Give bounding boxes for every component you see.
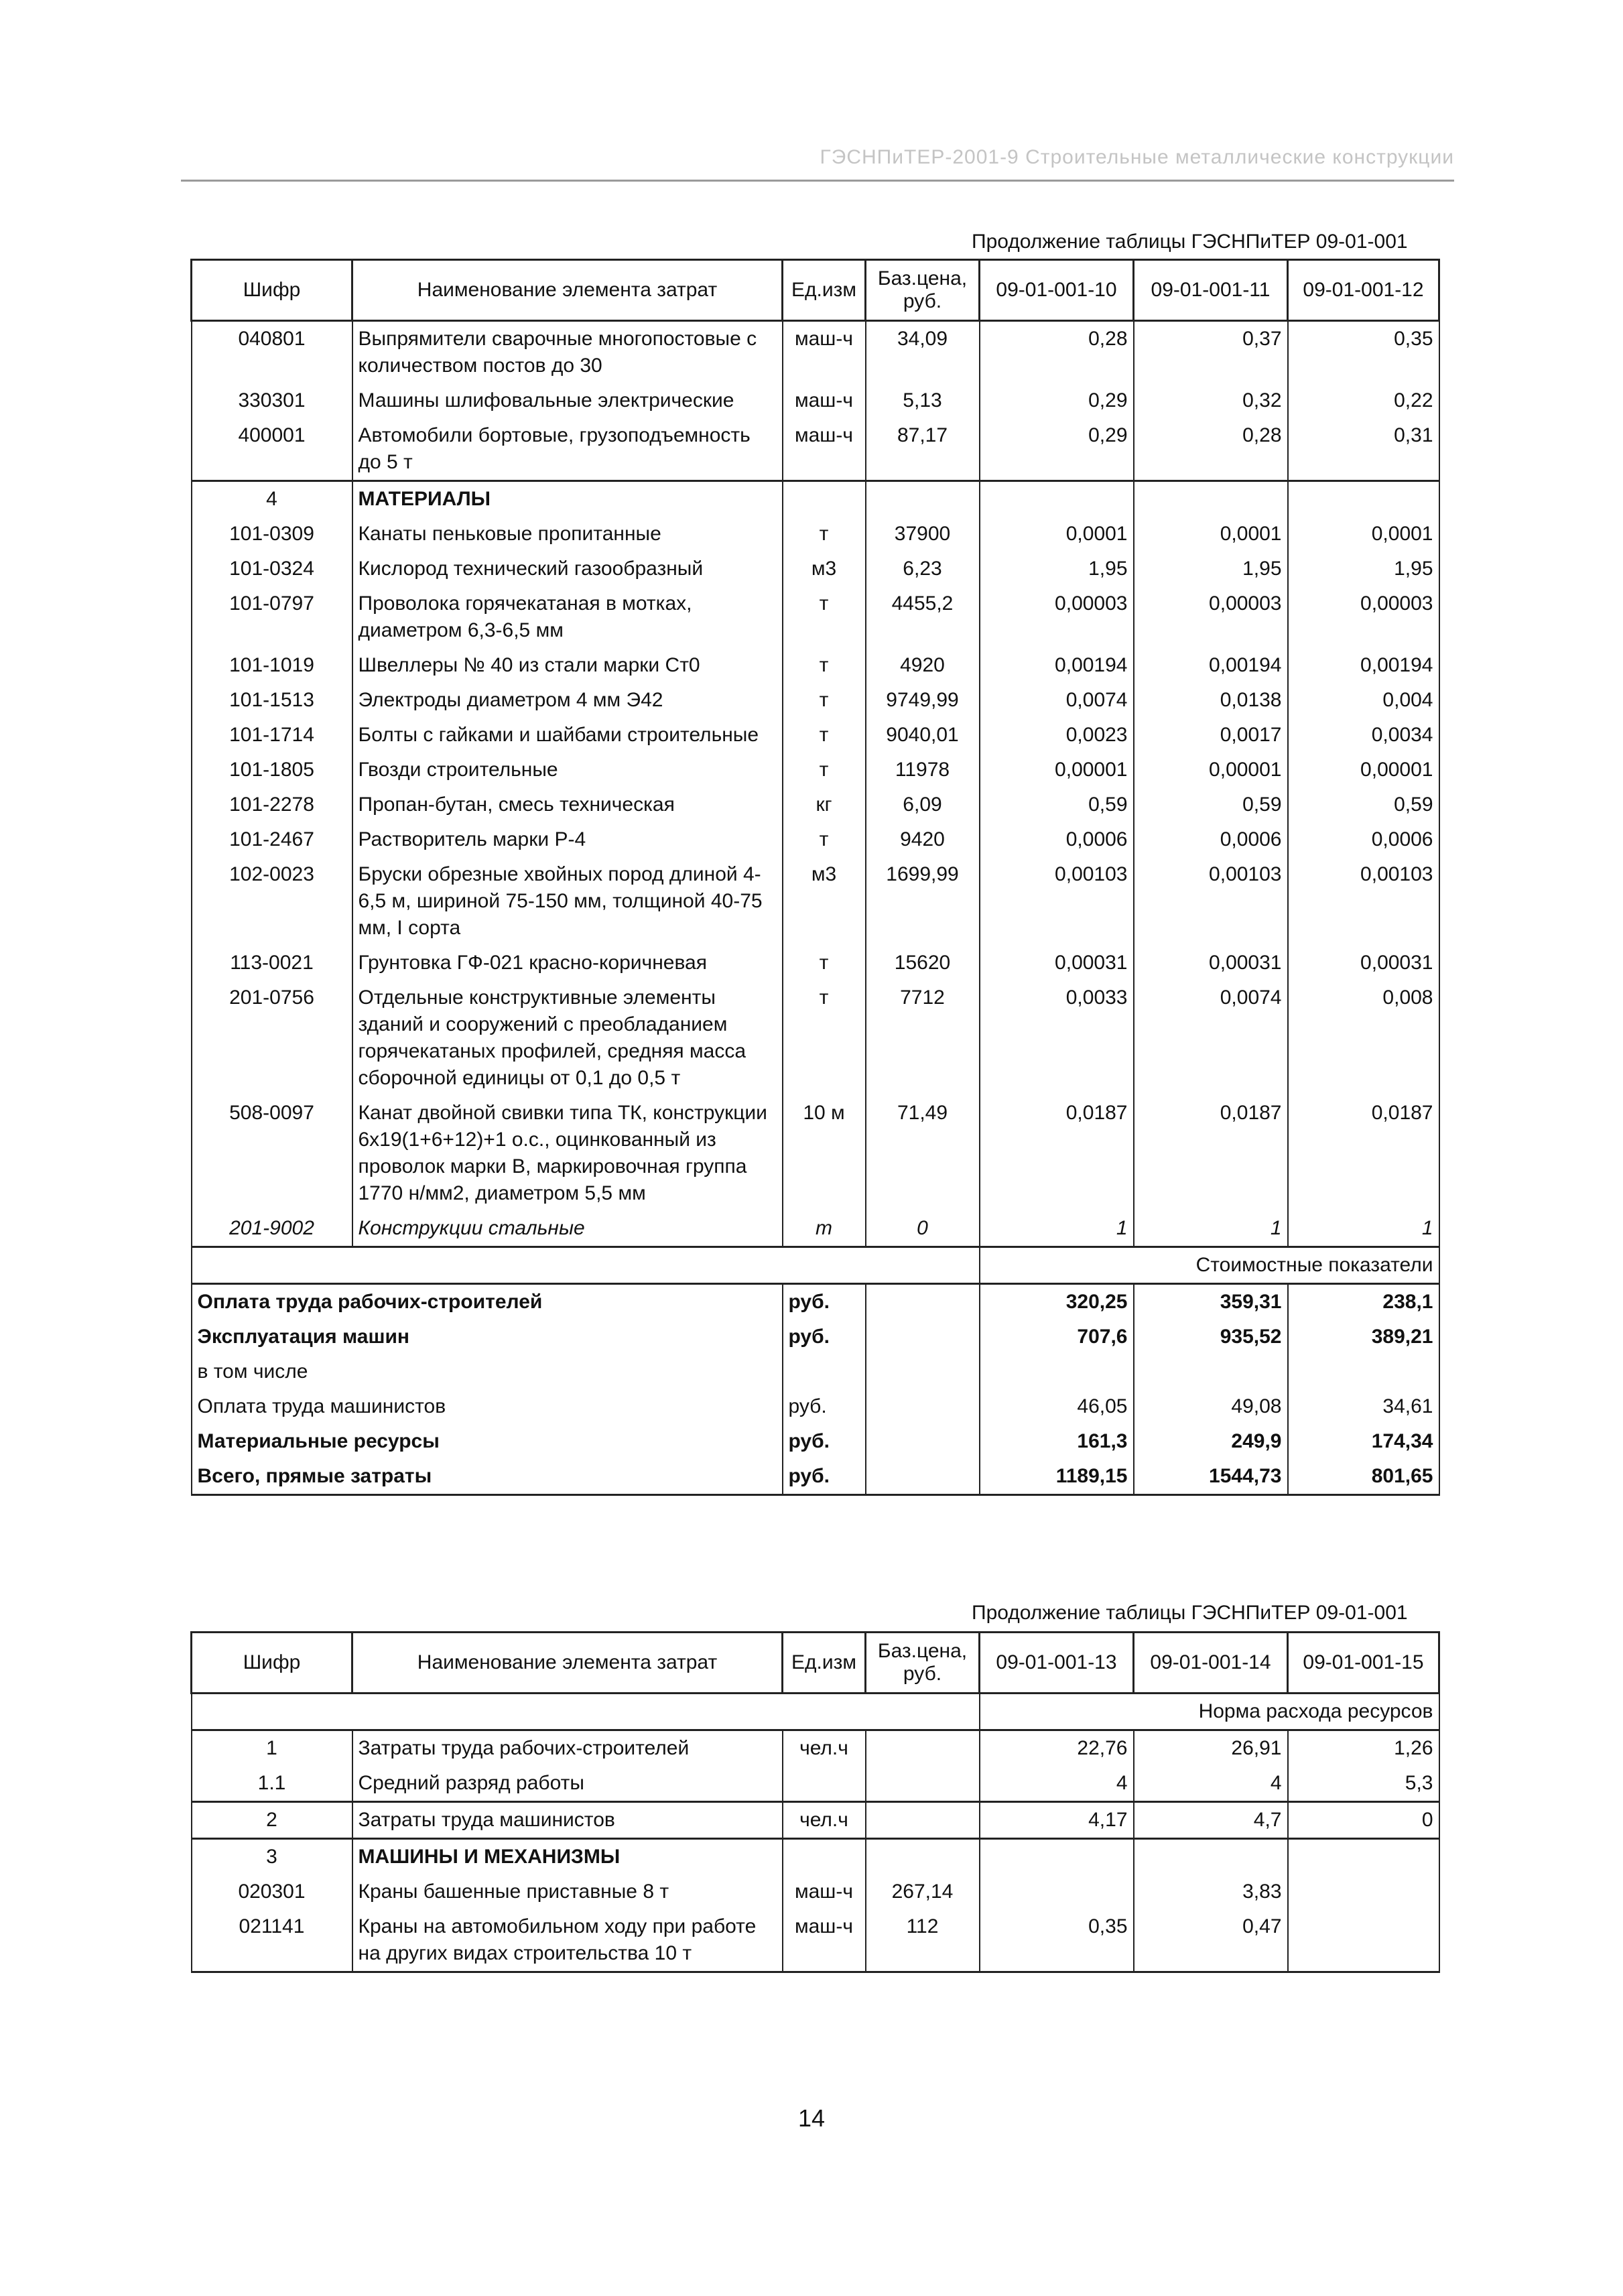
- empty-cell: [1288, 481, 1439, 517]
- cost-name: Эксплуатация машин: [192, 1320, 783, 1354]
- cell-unit: кг: [783, 787, 866, 822]
- cell-name: Проволока горячекатаная в мотках, диаметром 6,3-6,5 мм: [352, 586, 783, 648]
- cell-unit: [783, 1766, 866, 1802]
- cell-value-3: 1: [1288, 1211, 1439, 1247]
- table-row: [192, 946, 1439, 980]
- empty-cell: [866, 481, 980, 517]
- cell-value-1: 0,59: [980, 787, 1134, 822]
- cell-value-1: 0,0023: [980, 718, 1134, 753]
- cell-unit: т: [783, 1211, 866, 1247]
- empty-cell: [866, 1320, 980, 1354]
- cell-value-3: 0,00103: [1288, 857, 1439, 946]
- table-row: [192, 1874, 1439, 1909]
- section-code: 3: [192, 1839, 352, 1875]
- cost-name: Оплата труда рабочих-строителей: [192, 1284, 783, 1320]
- cost-value-2: 49,08: [1134, 1389, 1288, 1424]
- cell-price: 5,13: [866, 383, 980, 418]
- cell-code: 101-0309: [192, 517, 352, 552]
- cell-price: [866, 1802, 980, 1839]
- cell-price: 9749,99: [866, 683, 980, 718]
- cell-value-2: 0,0001: [1134, 517, 1288, 552]
- cell-name: Растворитель марки Р-4: [352, 822, 783, 857]
- section-code: 4: [192, 481, 352, 517]
- cell-code: 101-2467: [192, 822, 352, 857]
- cell-value-1: 22,76: [980, 1730, 1134, 1767]
- cell-unit: т: [783, 517, 866, 552]
- cell-name: Болты с гайками и шайбами строительные: [352, 718, 783, 753]
- cell-value-1: 4,17: [980, 1802, 1134, 1839]
- table-row: [192, 718, 1439, 753]
- cost-value-2: [1134, 1354, 1288, 1389]
- cell-value-1: 0,00003: [980, 586, 1134, 648]
- cell-unit: т: [783, 586, 866, 648]
- cell-value-1: 0,0033: [980, 980, 1134, 1096]
- cost-row: [192, 1284, 1439, 1320]
- cell-value-1: 0,0074: [980, 683, 1134, 718]
- cell-unit: т: [783, 822, 866, 857]
- cell-value-3: 0,59: [1288, 787, 1439, 822]
- empty-cell: [866, 1459, 980, 1495]
- cost-name: Материальные ресурсы: [192, 1424, 783, 1459]
- cell-name: Пропан-бутан, смесь техническая: [352, 787, 783, 822]
- cell-value-3: 1,26: [1288, 1730, 1439, 1767]
- table-row: [192, 552, 1439, 586]
- col-unit: Ед.изм: [783, 260, 866, 321]
- cell-unit: т: [783, 753, 866, 787]
- col-item-13: 09-01-001-13: [980, 1633, 1134, 1694]
- col-code: Шифр: [192, 260, 352, 321]
- cell-value-1: 4: [980, 1766, 1134, 1802]
- cell-name: Конструкции стальные: [352, 1211, 783, 1247]
- cell-code: 101-1513: [192, 683, 352, 718]
- cell-unit: т: [783, 718, 866, 753]
- cell-value-1: 0,29: [980, 383, 1134, 418]
- table-row: [192, 1730, 1439, 1767]
- section-title: МАШИНЫ И МЕХАНИЗМЫ: [352, 1839, 783, 1875]
- section-row: [192, 481, 1439, 517]
- cost-value-2: 359,31: [1134, 1284, 1288, 1320]
- cell-value-2: 26,91: [1134, 1730, 1288, 1767]
- cell-value-3: 0,008: [1288, 980, 1439, 1096]
- col-item-15: 09-01-001-15: [1288, 1633, 1439, 1694]
- cell-name: Грунтовка ГФ-021 красно-коричневая: [352, 946, 783, 980]
- cell-price: 15620: [866, 946, 980, 980]
- cell-code: 400001: [192, 418, 352, 481]
- cell-name: Средний разряд работы: [352, 1766, 783, 1802]
- table-row: [192, 418, 1439, 481]
- cell-name: Затраты труда машинистов: [352, 1802, 783, 1839]
- cell-unit: м3: [783, 857, 866, 946]
- table2-header-row: [192, 1633, 1439, 1694]
- cell-code: 020301: [192, 1874, 352, 1909]
- empty-cell: [866, 1389, 980, 1424]
- cost-value-3: 238,1: [1288, 1284, 1439, 1320]
- cell-value-1: 1,95: [980, 552, 1134, 586]
- cell-code: 040801: [192, 321, 352, 384]
- cell-price: 0: [866, 1211, 980, 1247]
- cost-value-2: 249,9: [1134, 1424, 1288, 1459]
- cell-value-2: 0,00103: [1134, 857, 1288, 946]
- cell-price: 87,17: [866, 418, 980, 481]
- table-row: [192, 980, 1439, 1096]
- table-row: [192, 787, 1439, 822]
- cell-value-2: 0,59: [1134, 787, 1288, 822]
- cost-name: в том числе: [192, 1354, 783, 1389]
- cell-value-2: 0,0138: [1134, 683, 1288, 718]
- section-title: МАТЕРИАЛЫ: [352, 481, 783, 517]
- cell-code: 201-9002: [192, 1211, 352, 1247]
- cost-header-row: [192, 1247, 1439, 1284]
- cell-code: 101-0324: [192, 552, 352, 586]
- cell-value-3: 0,35: [1288, 321, 1439, 384]
- table-row: [192, 822, 1439, 857]
- cell-code: 330301: [192, 383, 352, 418]
- cell-price: 9040,01: [866, 718, 980, 753]
- cost-unit: [783, 1354, 866, 1389]
- empty-cell: [980, 1839, 1134, 1875]
- cell-price: 9420: [866, 822, 980, 857]
- page-number: 14: [797, 2104, 826, 2132]
- cell-name: Краны на автомобильном ходу при работе на других видах строительства 10 т: [352, 1909, 783, 1972]
- cell-unit: маш-ч: [783, 1874, 866, 1909]
- cell-value-2: 0,00031: [1134, 946, 1288, 980]
- cost-value-3: 174,34: [1288, 1424, 1439, 1459]
- col-item-10: 09-01-001-10: [980, 260, 1134, 321]
- cost-unit: руб.: [783, 1424, 866, 1459]
- cell-value-3: 5,3: [1288, 1766, 1439, 1802]
- cell-value-3: 0,0006: [1288, 822, 1439, 857]
- col-name: Наименование элемента затрат: [352, 1633, 783, 1694]
- empty-cell: [192, 1694, 980, 1730]
- cell-name: Машины шлифовальные электрические: [352, 383, 783, 418]
- table-row: [192, 648, 1439, 683]
- table-row: [192, 753, 1439, 787]
- cost-value-2: 1544,73: [1134, 1459, 1288, 1495]
- cell-value-1: 0,00031: [980, 946, 1134, 980]
- norm-header-row: [192, 1694, 1439, 1730]
- cell-code: 1: [192, 1730, 352, 1767]
- table-row: [192, 586, 1439, 648]
- cell-code: 508-0097: [192, 1096, 352, 1211]
- empty-cell: [192, 1247, 980, 1284]
- cell-price: [866, 1730, 980, 1767]
- cell-unit: маш-ч: [783, 321, 866, 384]
- col-item-11: 09-01-001-11: [1134, 260, 1288, 321]
- col-item-14: 09-01-001-14: [1134, 1633, 1288, 1694]
- cell-value-3: 0,00001: [1288, 753, 1439, 787]
- cell-code: 113-0021: [192, 946, 352, 980]
- cell-value-1: 0,0001: [980, 517, 1134, 552]
- cell-price: 37900: [866, 517, 980, 552]
- cell-value-3: 0: [1288, 1802, 1439, 1839]
- table-row: [192, 321, 1439, 384]
- cell-unit: т: [783, 683, 866, 718]
- cell-price: [866, 1766, 980, 1802]
- cost-row: [192, 1320, 1439, 1354]
- col-price: Баз.цена, руб.: [866, 1633, 980, 1694]
- cost-unit: руб.: [783, 1389, 866, 1424]
- cell-value-2: 0,47: [1134, 1909, 1288, 1972]
- cost-unit: руб.: [783, 1284, 866, 1320]
- cell-value-3: 0,22: [1288, 383, 1439, 418]
- cell-value-2: 0,37: [1134, 321, 1288, 384]
- cell-code: 021141: [192, 1909, 352, 1972]
- cell-price: 34,09: [866, 321, 980, 384]
- cell-value-2: 4: [1134, 1766, 1288, 1802]
- cell-value-3: 0,0034: [1288, 718, 1439, 753]
- empty-cell: [866, 1424, 980, 1459]
- cost-value-3: 34,61: [1288, 1389, 1439, 1424]
- cell-value-2: 0,00194: [1134, 648, 1288, 683]
- cell-price: 112: [866, 1909, 980, 1972]
- table-row: [192, 1802, 1439, 1839]
- cell-value-1: 0,00001: [980, 753, 1134, 787]
- section-row: [192, 1839, 1439, 1875]
- cell-name: Выпрямители сварочные многопостовые с количеством постов до 30: [352, 321, 783, 384]
- cost-value-1: [980, 1354, 1134, 1389]
- table-row: [192, 1096, 1439, 1211]
- cell-value-3: [1288, 1909, 1439, 1972]
- cell-code: 101-1019: [192, 648, 352, 683]
- cell-value-3: 0,0187: [1288, 1096, 1439, 1211]
- cell-price: 6,23: [866, 552, 980, 586]
- cost-row: [192, 1389, 1439, 1424]
- cell-price: 4920: [866, 648, 980, 683]
- cost-value-1: 320,25: [980, 1284, 1134, 1320]
- cost-value-3: 801,65: [1288, 1459, 1439, 1495]
- cell-name: Автомобили бортовые, грузоподъемность до 5 т: [352, 418, 783, 481]
- cell-value-1: 0,00194: [980, 648, 1134, 683]
- cell-code: 101-2278: [192, 787, 352, 822]
- cell-value-3: 0,00194: [1288, 648, 1439, 683]
- cell-code: 201-0756: [192, 980, 352, 1096]
- cell-value-1: 0,0187: [980, 1096, 1134, 1211]
- empty-cell: [1134, 481, 1288, 517]
- norm-header: Норма расхода ресурсов: [980, 1694, 1439, 1730]
- cell-unit: чел.ч: [783, 1802, 866, 1839]
- resource-table-1: [190, 259, 1440, 1496]
- cell-price: 71,49: [866, 1096, 980, 1211]
- cell-value-2: 1: [1134, 1211, 1288, 1247]
- cost-row: [192, 1354, 1439, 1389]
- cell-value-3: [1288, 1874, 1439, 1909]
- cost-header: Стоимостные показатели: [980, 1247, 1439, 1284]
- cell-code: 102-0023: [192, 857, 352, 946]
- cell-price: 4455,2: [866, 586, 980, 648]
- cost-unit: руб.: [783, 1459, 866, 1495]
- cell-value-1: 0,00103: [980, 857, 1134, 946]
- cost-row: [192, 1424, 1439, 1459]
- empty-cell: [866, 1354, 980, 1389]
- steel-row: [192, 1211, 1439, 1247]
- cost-row: [192, 1459, 1439, 1495]
- cell-code: 2: [192, 1802, 352, 1839]
- table-row: [192, 1766, 1439, 1802]
- cell-name: Кислород технический газообразный: [352, 552, 783, 586]
- cell-value-2: 0,0187: [1134, 1096, 1288, 1211]
- cell-value-2: 3,83: [1134, 1874, 1288, 1909]
- cell-price: 11978: [866, 753, 980, 787]
- cost-name: Оплата труда машинистов: [192, 1389, 783, 1424]
- empty-cell: [980, 481, 1134, 517]
- header-rule: [181, 180, 1454, 182]
- cost-value-1: 707,6: [980, 1320, 1134, 1354]
- cell-value-3: 0,004: [1288, 683, 1439, 718]
- col-price: Баз.цена, руб.: [866, 260, 980, 321]
- cell-price: 6,09: [866, 787, 980, 822]
- col-code: Шифр: [192, 1633, 352, 1694]
- cost-value-1: 46,05: [980, 1389, 1134, 1424]
- table1-caption: Продолжение таблицы ГЭСНПиТЕР 09-01-001: [972, 231, 1408, 253]
- cell-value-3: 0,31: [1288, 418, 1439, 481]
- cell-value-3: 0,00003: [1288, 586, 1439, 648]
- cell-value-2: 0,0017: [1134, 718, 1288, 753]
- cell-value-2: 4,7: [1134, 1802, 1288, 1839]
- col-item-12: 09-01-001-12: [1288, 260, 1439, 321]
- cost-value-1: 1189,15: [980, 1459, 1134, 1495]
- cell-value-3: 0,0001: [1288, 517, 1439, 552]
- cell-unit: чел.ч: [783, 1730, 866, 1767]
- table-row: [192, 857, 1439, 946]
- cell-name: Электроды диаметром 4 мм Э42: [352, 683, 783, 718]
- cell-price: 1699,99: [866, 857, 980, 946]
- cost-value-1: 161,3: [980, 1424, 1134, 1459]
- empty-cell: [866, 1284, 980, 1320]
- cell-value-1: 0,35: [980, 1909, 1134, 1972]
- table-row: [192, 517, 1439, 552]
- cell-name: Швеллеры № 40 из стали марки Ст0: [352, 648, 783, 683]
- cell-unit: т: [783, 946, 866, 980]
- cell-value-1: 0,29: [980, 418, 1134, 481]
- cell-unit: м3: [783, 552, 866, 586]
- cell-unit: т: [783, 980, 866, 1096]
- cell-value-1: 0,28: [980, 321, 1134, 384]
- cell-price: 7712: [866, 980, 980, 1096]
- cell-unit: маш-ч: [783, 418, 866, 481]
- cell-name: Гвозди строительные: [352, 753, 783, 787]
- table-row: [192, 383, 1439, 418]
- empty-cell: [1134, 1839, 1288, 1875]
- cell-value-3: 0,00031: [1288, 946, 1439, 980]
- cell-value-2: 0,0006: [1134, 822, 1288, 857]
- cell-unit: маш-ч: [783, 383, 866, 418]
- cell-value-2: 0,28: [1134, 418, 1288, 481]
- cell-value-2: 0,32: [1134, 383, 1288, 418]
- cell-unit: 10 м: [783, 1096, 866, 1211]
- cell-value-2: 0,0074: [1134, 980, 1288, 1096]
- cost-unit: руб.: [783, 1320, 866, 1354]
- cell-price: 267,14: [866, 1874, 980, 1909]
- cell-value-1: [980, 1874, 1134, 1909]
- cell-code: 1.1: [192, 1766, 352, 1802]
- cell-name: Затраты труда рабочих-строителей: [352, 1730, 783, 1767]
- cell-value-2: 0,00001: [1134, 753, 1288, 787]
- cell-name: Канат двойной свивки типа ТК, конструкции 6х19(1+6+12)+1 о.с., оцинкованный из проволок марки В, маркировочная группа 1770 н/мм2, диаметром 5,5 мм: [352, 1096, 783, 1211]
- cost-value-3: [1288, 1354, 1439, 1389]
- table-row: [192, 1909, 1439, 1972]
- cost-name: Всего, прямые затраты: [192, 1459, 783, 1495]
- cell-name: Отдельные конструктивные элементы зданий и сооружений с преобладанием горячекатаных профилей, средняя масса сборочной единицы от 0,1 до 0,5 т: [352, 980, 783, 1096]
- running-title: ГЭСНПиТЕР-2001-9 Строительные металлические конструкции: [820, 146, 1454, 168]
- cell-value-1: 1: [980, 1211, 1134, 1247]
- cell-unit: т: [783, 648, 866, 683]
- cell-value-3: 1,95: [1288, 552, 1439, 586]
- empty-cell: [783, 1839, 866, 1875]
- cell-value-2: 0,00003: [1134, 586, 1288, 648]
- empty-cell: [783, 481, 866, 517]
- table1-header-row: [192, 260, 1439, 321]
- cell-value-2: 1,95: [1134, 552, 1288, 586]
- empty-cell: [866, 1839, 980, 1875]
- cell-code: 101-0797: [192, 586, 352, 648]
- resource-table-2: [190, 1631, 1440, 1973]
- cell-code: 101-1714: [192, 718, 352, 753]
- col-name: Наименование элемента затрат: [352, 260, 783, 321]
- cell-value-1: 0,0006: [980, 822, 1134, 857]
- cell-name: Краны башенные приставные 8 т: [352, 1874, 783, 1909]
- table2-caption: Продолжение таблицы ГЭСНПиТЕР 09-01-001: [972, 1602, 1408, 1624]
- cost-value-2: 935,52: [1134, 1320, 1288, 1354]
- cell-code: 101-1805: [192, 753, 352, 787]
- cell-name: Бруски обрезные хвойных пород длиной 4-6,5 м, шириной 75-150 мм, толщиной 40-75 мм, I сорта: [352, 857, 783, 946]
- empty-cell: [1288, 1839, 1439, 1875]
- cost-value-3: 389,21: [1288, 1320, 1439, 1354]
- cell-unit: маш-ч: [783, 1909, 866, 1972]
- col-unit: Ед.изм: [783, 1633, 866, 1694]
- cell-name: Канаты пеньковые пропитанные: [352, 517, 783, 552]
- table-row: [192, 683, 1439, 718]
